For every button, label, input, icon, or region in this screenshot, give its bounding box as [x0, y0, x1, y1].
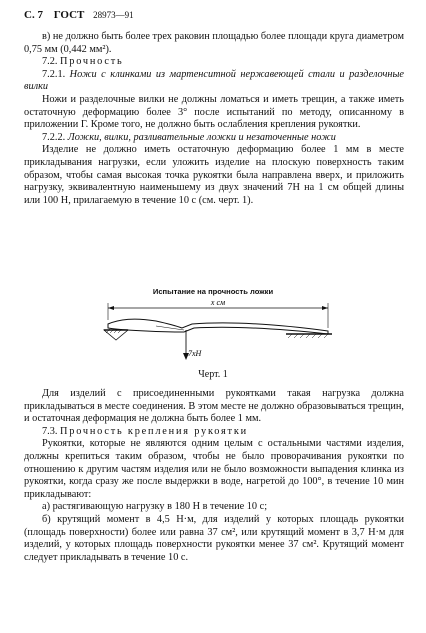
dimension-arrow-right: [322, 306, 328, 310]
section-number: 7.2.2.: [42, 131, 66, 143]
paragraph-handles: Рукоятки, которые не являются одним целым с остальными частями изделия, должны крепиться таким образом, чтобы не было проворачивания рукоятки по отношению к другим частям изделия или не было возможности выпадения клинка из рукоятки, когда сразу же после выдержки в воде, нагретой до 100°, в течение 10 мин прикладывают:: [24, 438, 404, 500]
spoon-test-drawing: [96, 298, 336, 368]
figure-title: Испытание на прочность ложки: [152, 287, 274, 296]
paragraph-deformation: Изделие не должно иметь остаточную деформацию более 1 мм в месте прикладывания нагрузки, если уложить изделие на плоскую поверхность таким образом, чтобы самая высокая точка рукоятки была направлена вверх, и приложить нагрузку, эквивалентную наименьшему из двух значений 7Н на 1 см общей длины или 100 Н, прилагаемую в течение 10 с (см. черт. 1).: [24, 144, 404, 206]
list-item-a: а) растягивающую нагрузку в 180 Н в течение 10 с;: [42, 501, 268, 513]
paragraph-knives: Ножи и разделочные вилки не должны ломаться и иметь трещин, а также иметь остаточную деформацию более 3° после испытаний по методу, описанному в приложении Г. Кроме того, не должно быть ослабления крепления рукоятки.: [24, 93, 404, 131]
section-number: 7.2.: [42, 56, 58, 68]
standard-label: ГОСТ: [53, 9, 85, 21]
section-heading-7-2-2: [24, 132, 404, 145]
spoon-outline: [108, 319, 328, 334]
dimension-arrow-left: [108, 306, 114, 310]
text-block-bottom: [24, 388, 404, 564]
section-title: Прочность крепления рукоятки: [60, 425, 248, 437]
section-title: Прочность: [60, 56, 124, 68]
figure-caption: Черт. 1: [198, 369, 228, 380]
page-header: [24, 8, 404, 22]
section-heading-7-3: [24, 426, 404, 439]
page-number: С. 7: [24, 9, 43, 21]
section-title: Ложки, вилки, разливательные ложки и незаточенные ножи: [67, 131, 336, 143]
standard-code: 28973—91: [93, 10, 134, 20]
section-heading-7-2-1: [24, 69, 404, 94]
section-heading-7-2: [24, 56, 404, 69]
force-label: 7xH: [188, 349, 202, 358]
text-block-top: [24, 31, 404, 207]
section-title: Ножи с клинками из мартенситной нержавеющей стали и разделочные вилки: [24, 68, 405, 93]
list-item-b: б) крутящий момент в 4,5 Н·м, для изделий у которых площадь рукоятки (площадь поверхности) более или равна 37 см², или крутящий момент в 3,7 Н·м для изделий, у которых площадь поверхности рукоятки менее 37 см². Крутящий момент следует прикладывать в течение 10 с.: [24, 513, 404, 563]
paragraph-pits: в) не должно быть более трех раковин площадью более площади круга диаметром 0,75 мм (0,442 мм²).: [24, 31, 404, 55]
paragraph-attached-handles: Для изделий с присоединенными рукоятками такая нагрузка должна прикладываться в месте соединения. В этом месте не должно образовываться трещин, и остаточная деформация не должна быть более 1 мм.: [24, 388, 404, 425]
dimension-label: x см: [210, 298, 226, 307]
section-number: 7.3.: [42, 425, 58, 437]
section-number: 7.2.1.: [42, 68, 66, 80]
